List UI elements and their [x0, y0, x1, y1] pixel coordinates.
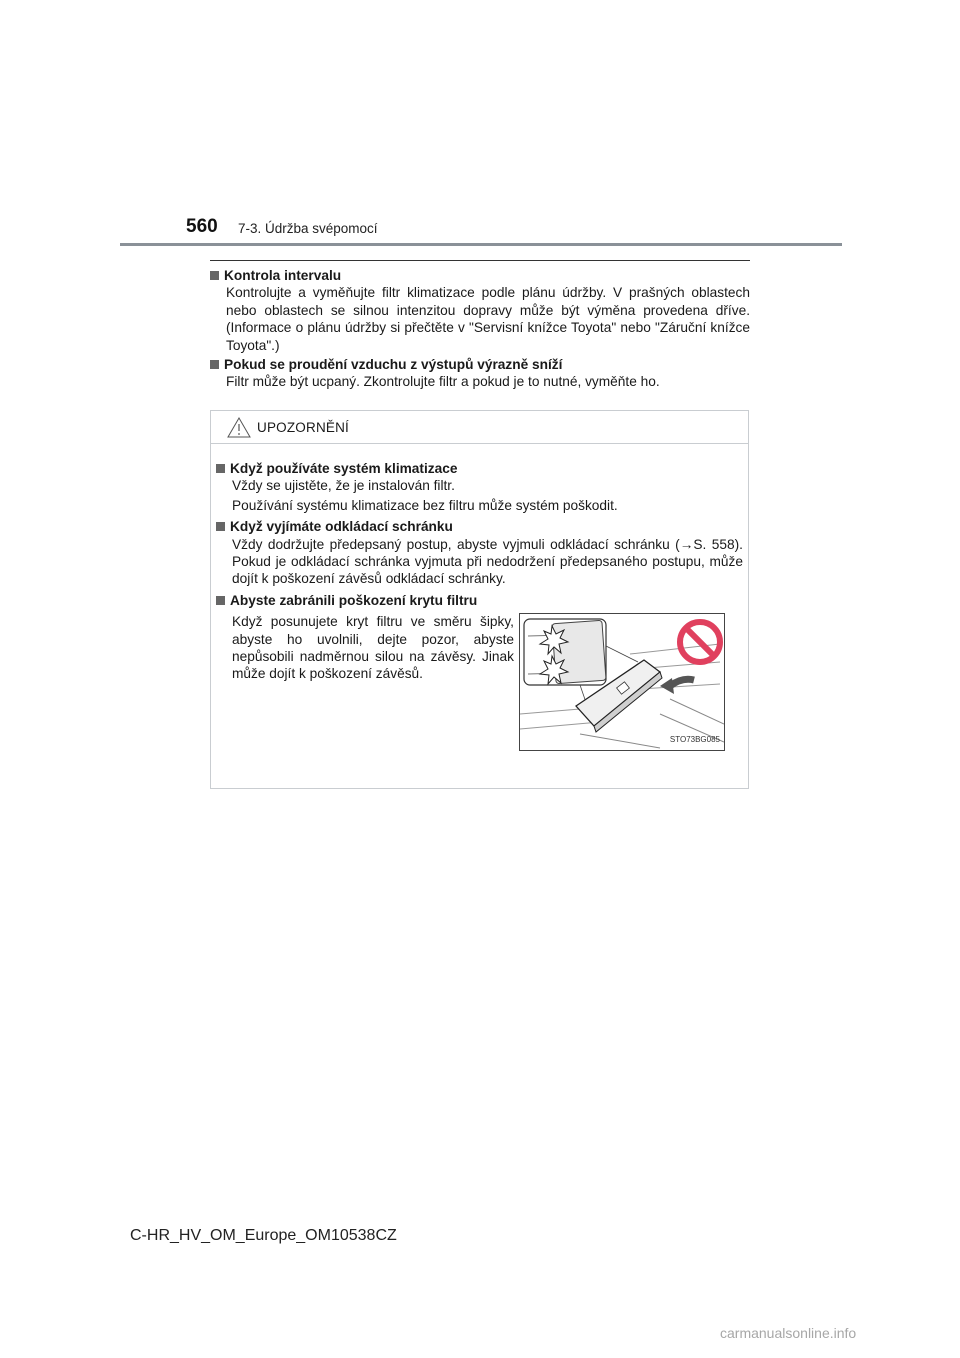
warning-item-heading	[216, 460, 743, 477]
warning-item-heading-text: Abyste zabránili poškození krytu filtru	[230, 592, 478, 608]
warning-label: UPOZORNĚNÍ	[257, 419, 350, 435]
warning-triangle-icon	[227, 417, 251, 438]
square-bullet-icon	[210, 360, 219, 369]
page-number: 560	[186, 216, 218, 237]
illustration-code: STO73BG085	[669, 734, 720, 744]
section-title: 7-3. Údržba svépomocí	[238, 221, 378, 236]
warning-item-text: Když posunujete kryt filtru ve směru šipky, abyste ho uvolnili, dejte pozor, abyste nepůsobili nadměrnou silou na závěsy. Jinak může dojít k poškození závěsů.	[232, 614, 514, 682]
warning-item-line: Vždy se ujistěte, že je instalován filtr.	[232, 478, 455, 494]
section-text: Kontrolujte a vyměňujte filtr klimatizace podle plánu údržby. V prašných oblastech nebo oblastech se silnou intenzitou dopravy může být výměna provedena dříve. (Informace o plánu údržby si přečtěte v "Servisní knížce Toyota" nebo "Záruční knížce Toyota".)	[226, 285, 750, 353]
watermark: carmanualsonline.info	[720, 1325, 857, 1341]
header-rule	[120, 243, 842, 246]
warning-item-heading	[216, 518, 743, 535]
section-text: Filtr může být ucpaný. Zkontrolujte filtr a pokud je to nutné, vyměňte ho.	[226, 374, 660, 390]
section-heading	[210, 267, 750, 284]
warning-item-heading-text: Když vyjímáte odkládací schránku	[230, 519, 453, 535]
warning-item-heading	[216, 592, 743, 609]
square-bullet-icon	[210, 271, 219, 280]
content-top-rule	[210, 260, 750, 261]
footer-code: C-HR_HV_OM_Europe_OM10538CZ	[130, 1227, 397, 1244]
warning-item-heading-text: Když používáte systém klimatizace	[230, 461, 458, 476]
filter-cover-illustration	[519, 613, 725, 751]
warning-header	[211, 411, 748, 444]
warning-item-line: Používání systému klimatizace bez filtru může systém poškodit.	[232, 497, 618, 513]
main-content	[210, 265, 750, 393]
warning-item-text: Vždy dodržujte předepsaný postup, abyste vyjmuli odkládací schránku (→S. 558). Pokud je odkládací schránka vyjmuta při nedodržení předepsaného postupu, může dojít k poškození závěsů odkládací schránky.	[232, 536, 743, 587]
section-heading-text: Kontrola intervalu	[224, 268, 342, 283]
warning-item-split	[216, 613, 743, 751]
square-bullet-icon	[216, 522, 225, 531]
square-bullet-icon	[216, 464, 225, 473]
square-bullet-icon	[216, 596, 225, 605]
section-heading	[210, 356, 750, 373]
filter-cover-drawing	[520, 614, 724, 750]
warning-box	[210, 410, 749, 789]
warning-body	[211, 444, 748, 751]
section-heading-text: Pokud se proudění vzduchu z výstupů výrazně sníží	[224, 357, 563, 373]
